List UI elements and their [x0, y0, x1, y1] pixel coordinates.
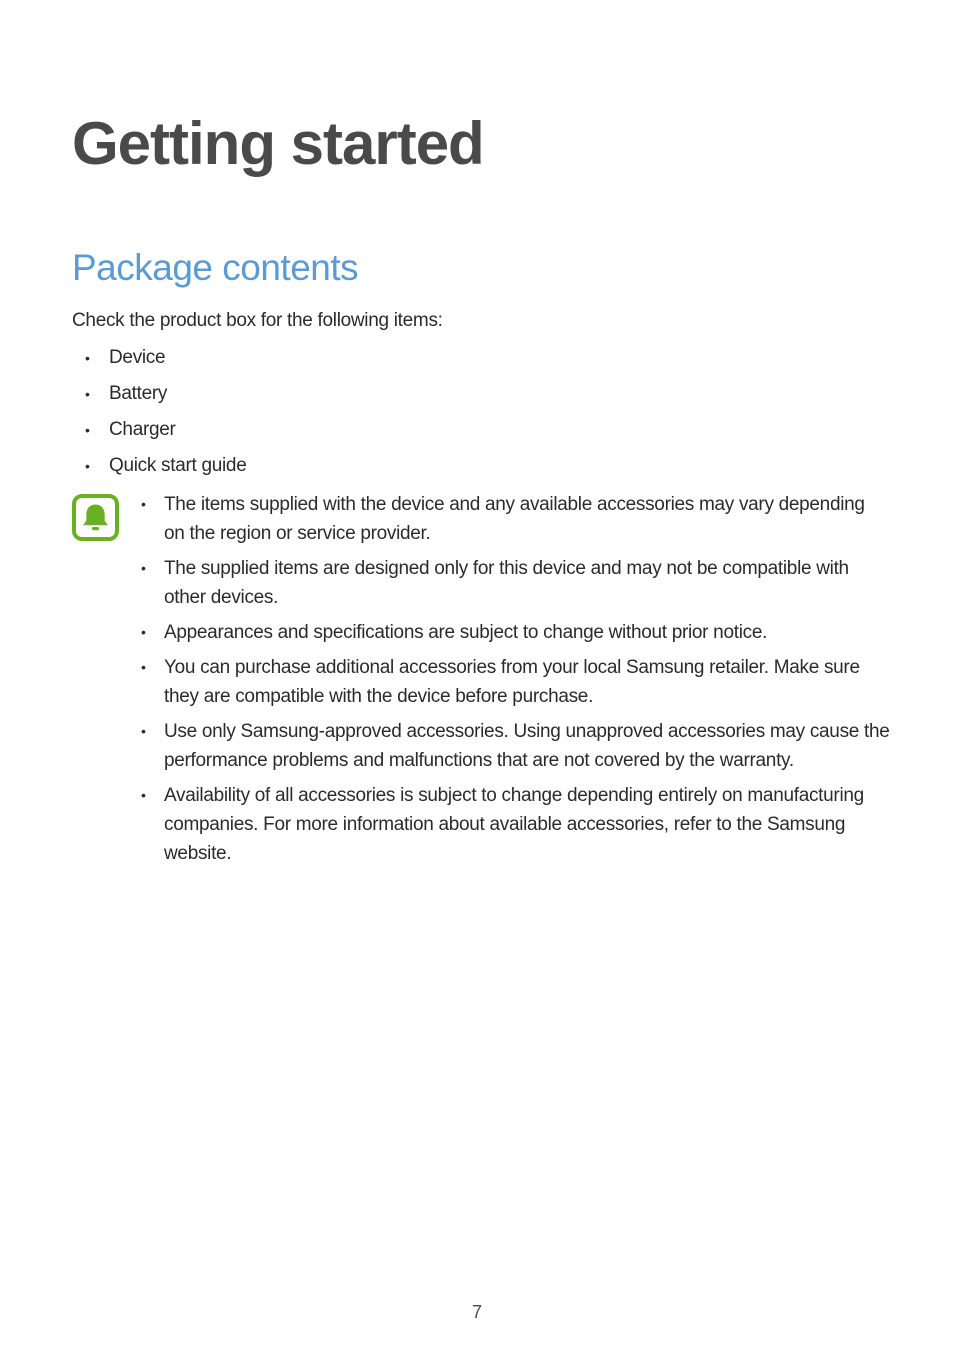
bullet: • [85, 422, 90, 438]
note-item [140, 717, 890, 775]
bullet: • [141, 560, 146, 576]
bullet: • [141, 787, 146, 803]
item-text: Quick start guide [109, 455, 247, 476]
bell-notice-icon-graphic [72, 494, 119, 541]
list-item [72, 416, 246, 452]
item-text: Device [109, 347, 166, 368]
note-text: You can purchase additional accessories from your local Samsung retailer. Make sure they are compatible with the device before purchase. [164, 657, 860, 707]
note-item [140, 490, 890, 548]
note-item [140, 653, 890, 711]
item-text: Battery [109, 383, 168, 404]
bullet: • [85, 350, 90, 366]
bullet: • [141, 496, 146, 512]
intro-text: Check the product box for the following items: [72, 310, 443, 331]
section-title: Package contents [72, 247, 359, 288]
bullet: • [85, 458, 90, 474]
list-item [72, 380, 246, 416]
item-text: Charger [109, 419, 176, 440]
bullet: • [141, 624, 146, 640]
chapter-title: Getting started [72, 110, 484, 177]
list-item [72, 344, 246, 380]
note-text: Availability of all accessories is subject to change depending entirely on manufacturing companies. For more information about available accessories, refer to the Samsung website. [164, 785, 864, 864]
bullet: • [85, 386, 90, 402]
notes-list [140, 490, 890, 874]
list-item [72, 452, 246, 488]
note-text: Appearances and specifications are subject to change without prior notice. [164, 622, 768, 643]
bullet: • [141, 723, 146, 739]
note-item [140, 781, 890, 868]
bullet: • [141, 659, 146, 675]
note-text: Use only Samsung-approved accessories. Using unapproved accessories may cause the performance problems and malfunctions that are not covered by the warranty. [164, 721, 890, 771]
package-items-list [72, 344, 246, 488]
note-text: The items supplied with the device and any available accessories may vary depending on the region or service provider. [164, 494, 865, 544]
note-item [140, 554, 890, 612]
bell-notice-icon [72, 494, 119, 541]
note-text: The supplied items are designed only for this device and may not be compatible with other devices. [164, 558, 849, 608]
note-item [140, 618, 890, 647]
page-number: 7 [471, 1302, 482, 1322]
